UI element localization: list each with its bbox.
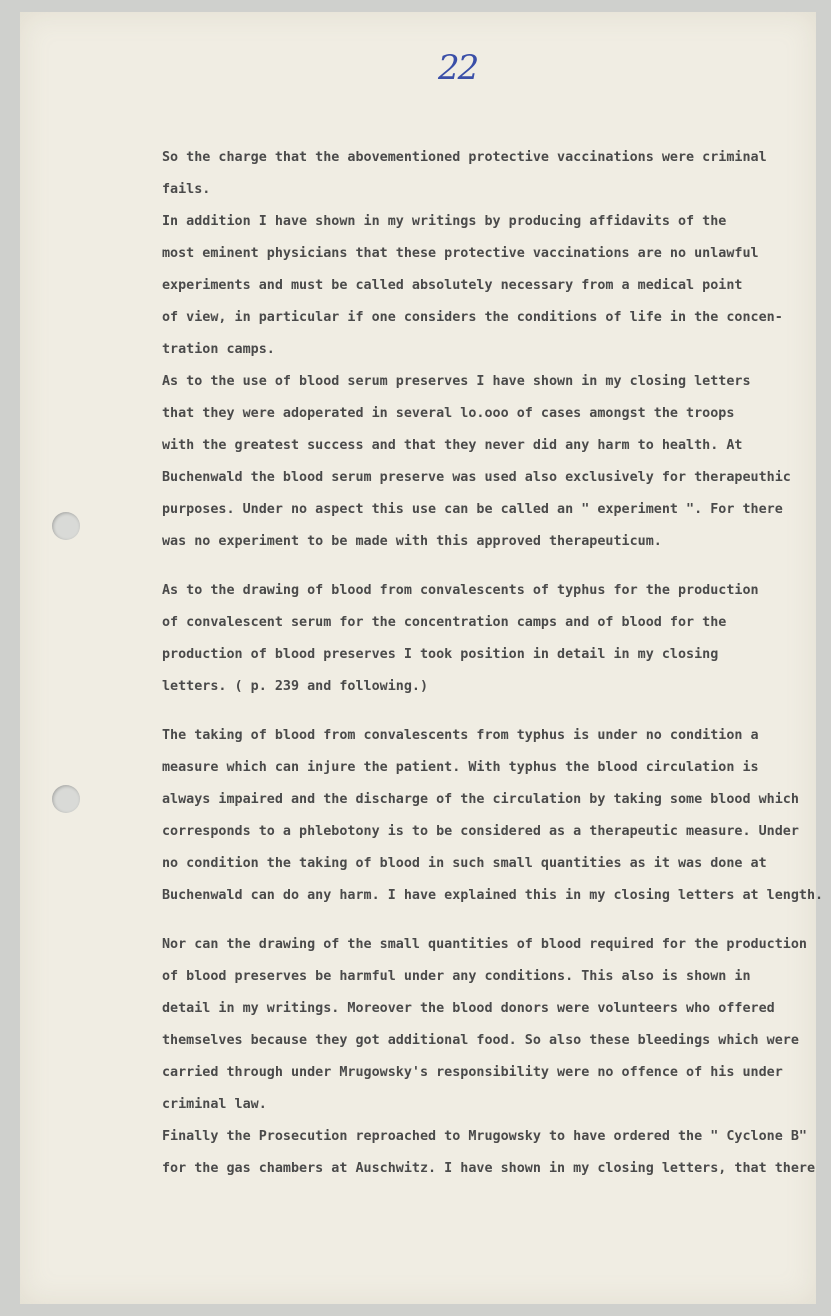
text-line: The taking of blood from convalescents from typhus is under no condition a <box>162 728 759 743</box>
text-line: production of blood preserves I took position in detail in my closing <box>162 647 719 662</box>
body-text <box>162 142 822 1185</box>
paragraph-gap <box>162 703 822 720</box>
text-line: So the charge that the abovementioned protective vaccinations were criminal <box>162 150 767 165</box>
text-line: purposes. Under no aspect this use can be called an " experiment ". For there <box>162 502 783 517</box>
paragraph <box>162 1121 822 1185</box>
text-line: no condition the taking of blood in such small quantities as it was done at <box>162 856 767 871</box>
paragraph <box>162 142 822 206</box>
text-line: As to the drawing of blood from convalescents of typhus for the production <box>162 583 759 598</box>
paragraph-gap <box>162 912 822 929</box>
text-line: carried through under Mrugowsky's responsibility were no offence of his under <box>162 1065 783 1080</box>
punch-hole-lower <box>52 785 80 813</box>
paragraph <box>162 929 822 1121</box>
page-number: 22 <box>438 48 478 88</box>
text-line: Finally the Prosecution reproached to Mrugowsky to have ordered the " Cyclone B" <box>162 1129 807 1144</box>
punch-hole-upper <box>52 512 80 540</box>
paragraph-gap <box>162 558 822 575</box>
text-line: criminal law. <box>162 1097 267 1112</box>
text-line: measure which can injure the patient. With typhus the blood circulation is <box>162 760 759 775</box>
text-line: for the gas chambers at Auschwitz. I have shown in my closing letters, that there <box>162 1161 816 1176</box>
text-line: fails. <box>162 182 211 197</box>
text-line: detail in my writings. Moreover the blood donors were volunteers who offered <box>162 1001 775 1016</box>
text-line: As to the use of blood serum preserves I have shown in my closing letters <box>162 374 751 389</box>
text-line: corresponds to a phlebotony is to be considered as a therapeutic measure. Under <box>162 824 799 839</box>
text-line: was no experiment to be made with this approved therapeuticum. <box>162 534 662 549</box>
text-line: letters. ( p. 239 and following.) <box>162 679 429 694</box>
text-line: experiments and must be called absolutely necessary from a medical point <box>162 278 743 293</box>
document-page <box>20 12 824 1304</box>
text-line: always impaired and the discharge of the circulation by taking some blood which <box>162 792 799 807</box>
text-line: of view, in particular if one considers the conditions of life in the concen- <box>162 310 783 325</box>
text-line: Buchenwald can do any harm. I have explained this in my closing letters at length. <box>162 888 824 903</box>
paragraph <box>162 366 822 558</box>
text-line: that they were adoperated in several lo.ooo of cases amongst the troops <box>162 406 735 421</box>
text-line: Buchenwald the blood serum preserve was used also exclusively for therapeuthic <box>162 470 791 485</box>
text-line: most eminent physicians that these protective vaccinations are no unlawful <box>162 246 759 261</box>
text-line: tration camps. <box>162 342 275 357</box>
paragraph <box>162 575 822 703</box>
text-line: Nor can the drawing of the small quantities of blood required for the production <box>162 937 807 952</box>
text-line: of blood preserves be harmful under any conditions. This also is shown in <box>162 969 751 984</box>
paragraph <box>162 206 822 366</box>
text-line: of convalescent serum for the concentration camps and of blood for the <box>162 615 727 630</box>
text-line: themselves because they got additional food. So also these bleedings which were <box>162 1033 799 1048</box>
text-line: with the greatest success and that they never did any harm to health. At <box>162 438 743 453</box>
text-line: In addition I have shown in my writings by producing affidavits of the <box>162 214 727 229</box>
paragraph <box>162 720 822 912</box>
